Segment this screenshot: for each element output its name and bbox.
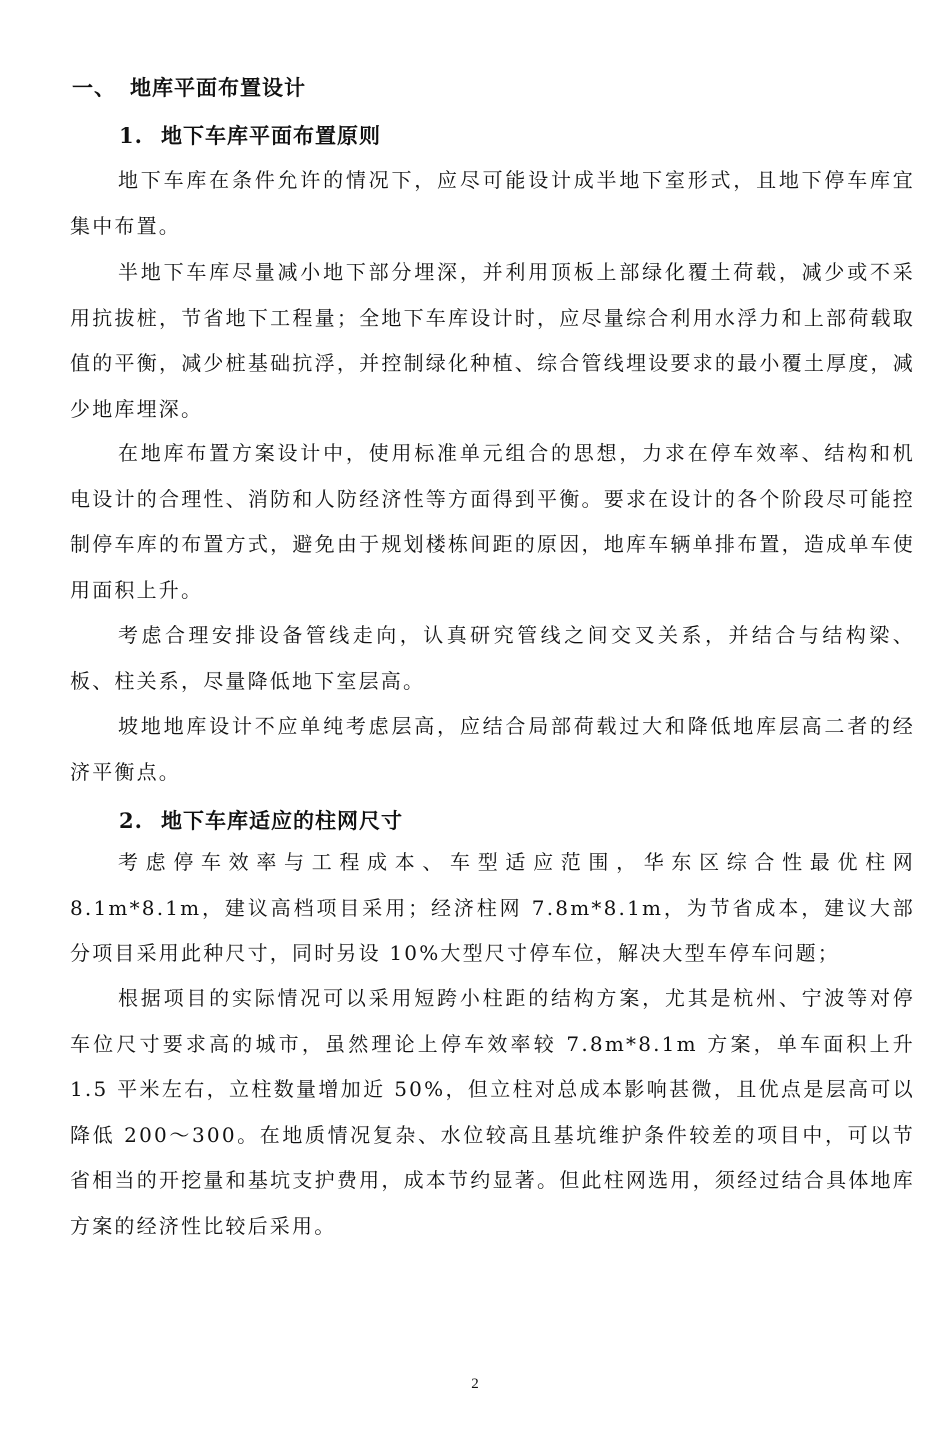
paragraph: 在地库布置方案设计中，使用标准单元组合的思想，力求在停车效率、结构和机电设计的合理性、消防和人防经济性等方面得到平衡。要求在设计的各个阶段尽可能控制停车库的布置方式，避免由于规划楼栋间距的原因，地库车辆单排布置，造成单车使用面积上升。 (70, 441, 915, 602)
subsection-number: 1. (119, 123, 143, 148)
paragraph: 坡地地库设计不应单纯考虑层高，应结合局部荷载过大和降低地库层高二者的经济平衡点。 (70, 714, 915, 784)
subsection-number: 2. (119, 808, 143, 833)
subsection-heading-2 (119, 805, 403, 835)
paragraph: 考虑停车效率与工程成本、车型适应范围，华东区综合性最优柱网 8.1m*8.1m，建议高档项目采用；经济柱网 7.8m*8.1m，为节省成本，建议大部分项目采用此种尺寸，同时另设 10%大型尺寸停车位，解决大型车停车问题； (70, 850, 915, 965)
paragraph: 考虑合理安排设备管线走向，认真研究管线之间交叉关系，并结合与结构梁、板、柱关系，尽量降低地下室层高。 (70, 623, 915, 693)
section-heading (72, 72, 306, 102)
section-number: 一、 (72, 75, 116, 100)
subsection-heading-1 (119, 120, 381, 150)
section-title: 地库平面布置设计 (130, 75, 306, 100)
subsection-title: 地下车库适应的柱网尺寸 (161, 808, 403, 833)
page-number: 2 (471, 1376, 479, 1392)
paragraph: 半地下车库尽量减小地下部分埋深，并利用顶板上部绿化覆土荷载，减少或不采用抗拔桩，节省地下工程量；全地下车库设计时，应尽量综合利用水浮力和上部荷载取值的平衡，减少桩基础抗浮，并控制绿化种植、综合管线埋设要求的最小覆土厚度，减少地库埋深。 (70, 260, 915, 421)
subsection-title: 地下车库平面布置原则 (161, 123, 381, 148)
paragraph: 根据项目的实际情况可以采用短跨小柱距的结构方案，尤其是杭州、宁波等对停车位尺寸要求高的城市，虽然理论上停车效率较 7.8m*8.1m 方案，单车面积上升 1.5 平米左右，立柱数量增加近 50%，但立柱对总成本影响甚微，且优点是层高可以降低 200～300。在地质情况复杂、水位较高且基坑维护条件较差的项目中，可以节省相当的开挖量和基坑支护费用，成本节约显著。但此柱网选用，须经过结合具体地库方案的经济性比较后采用。 (70, 986, 915, 1238)
paragraph: 地下车库在条件允许的情况下，应尽可能设计成半地下室形式，且地下停车库宜集中布置。 (70, 168, 915, 238)
